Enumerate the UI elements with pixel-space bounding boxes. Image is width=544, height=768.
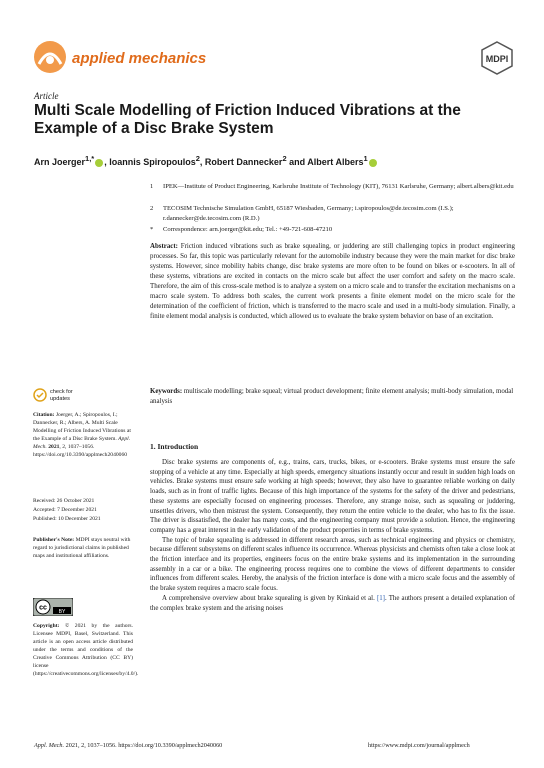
check-updates-button[interactable] [33, 386, 93, 406]
affiliation-number: 1 [150, 183, 154, 190]
journal-name: applied mechanics [72, 50, 207, 67]
affiliation [150, 204, 515, 224]
author-name: and Albert Albers [286, 157, 364, 167]
mdpi-logo-text: MDPI [485, 54, 509, 64]
author-name: , Ioannis Spiropoulos [104, 157, 196, 167]
mdpi-logo-icon [480, 41, 514, 75]
intro-body [150, 458, 515, 613]
received-date: Received: 26 October 2021 [33, 498, 95, 504]
author-sup: 1,* [85, 154, 95, 163]
keywords-label: Keywords: [150, 388, 183, 395]
author-name: , Robert Dannecker [199, 157, 283, 167]
check-updates-label: check for updates [50, 389, 73, 402]
orcid-icon[interactable] [95, 159, 103, 167]
citation-block: Citation: Joerger, A.; Spiropoulos, I.; Dannecker, R.; Albers, A. Multi Scale Modelling of Friction Induced Vibrations at the Example of a Disc Brake System. Appl. Mech. 2021, 2, 1037–1056. https://doi.org/10.3390/applmech2040060 [33, 412, 131, 458]
abstract-text: Friction induced vibrations such as brake squealing, or juddering are still challenging topics in product engineering processes. So far, this topic was particularly relevant for the automobile industry because they were the main market for disc brake systems. However, since mobility habits change, disc brake systems are more often to be found on bikes or e-scooters. In all of these systems, vibrations are excited in contacts on the micro scale but affect the user comfort and safety on the macro scale. Therefore, the aim of this cross-scale method is to analyze a system on a micro scale and to transfer the excitation mechanisms on a macro scale system. To address both scales, the current work presents a finite element model on the micro scale for the determination of the coefficient of friction, which is transferred to the macro scale and used in a multi-body simulation. Finally, a finite element modal analysis is conducted, which allowed us to evaluate the brake system behavior on base of an excitation. [150, 243, 515, 320]
copyright-block: Copyright: © 2021 by the authors. Licensee MDPI, Basel, Switzerland. This article is an open access article distributed under the terms and conditions of the Creative Commons Attribution (CC BY) license (https://creativecommons.org/licenses/by/4.0/). [33, 623, 139, 677]
affiliation-number: 2 [150, 205, 154, 212]
abstract-label: Abstract: [150, 243, 178, 250]
citation-label: Citation: [33, 412, 55, 418]
cc-label: cc [39, 604, 47, 612]
affiliation-number: * [150, 226, 154, 233]
citation-link[interactable]: [1] [376, 594, 385, 602]
author-sup: 2 [195, 154, 200, 163]
accepted-date: Accepted: 7 December 2021 [33, 507, 97, 513]
check-updates-icon [33, 388, 47, 402]
affiliation-text: Correspondence: arn.joerger@kit.edu; Tel.: +49-721-608-47210 [163, 226, 333, 233]
publisher-note: Publisher's Note: MDPI stays neutral with regard to jurisdictional claims in published maps and institutional affiliations. [33, 537, 131, 559]
footer-journal-url[interactable]: https://www.mdpi.com/journal/applmech [368, 742, 470, 749]
paragraph: The topic of brake squealing is addressed in different research areas, such as technical engineering and physics or chemistry, because different subsystems on different scales influence its occurrence. Whereas physicists and chemists often take a close look at the friction interface and its properties, engineers focus on the entire brake systems and its implementation in the surrounding assembly in a car or a bike. The engineering process requires one to combine the views of different departments to consider influences from different scales. Hereby, the analysis of the friction interface is done with a micro scale focus and the assembly of the brake system requires a macro scale focus. [150, 536, 515, 593]
published-date: Published: 10 December 2021 [33, 516, 101, 522]
correspondence [150, 225, 515, 235]
affiliation [150, 182, 515, 192]
affiliation-text: TECOSIM Technische Simulation GmbH, 65187 Wiesbaden, Germany; i.spiropoulos@de.tecosim.com (I.S.); r.dannecker@de.tecosim.com (R.D.) [163, 205, 454, 222]
affiliation-text: IPEK—Institute of Product Engineering, Karlsruhe Institute of Technology (KIT), 76131 Karlsruhe, Germany; albert.albers@kit.edu [163, 183, 514, 190]
journal-logo-icon [33, 40, 67, 74]
doi-link[interactable]: 1037–1056. https://doi.org/10.3390/applmech2040060 [33, 444, 128, 458]
keywords [150, 387, 515, 407]
paper-title: Multi Scale Modelling of Friction Induced Vibrations at the Example of a Disc Brake System [34, 102, 461, 137]
author-list [34, 154, 378, 167]
author-name: Arn Joerger [34, 157, 86, 167]
keywords-text: multiscale modelling; brake squeal; virtual product development; finite element analysis; multi-body simulation, modal analysis [150, 388, 514, 405]
cc-by-label: BY [58, 609, 66, 615]
abstract [150, 242, 515, 322]
orcid-icon[interactable] [369, 159, 377, 167]
author-sup: 2 [282, 154, 287, 163]
author-sup: 1 [363, 154, 368, 163]
footer-citation: Appl. Mech. 2021, 2, 1037–1056. https://doi.org/10.3390/applmech2040060 [34, 742, 223, 749]
article-type: Article [34, 91, 59, 101]
section-heading: 1. Introduction [150, 442, 199, 451]
paragraph: Disc brake systems are components of, e.g., trains, cars, trucks, bikes, or e-scooters. Brake systems must ensure the safe stopping of a vehicle at any time. Especially at high speeds, emergency situations instantly occur and result in sudden high loads on vehicles. Brake systems must ensure safe working at high speeds; however, they also have to guarantee reliable working on daily loads, such as in front of traffic lights. Because of this high importance of the systems for the safety of the driver and pedestrians, these systems are especially focused on engineering processes. Therefore, any strange noise, such as squealing or juddering, unsettles drivers, who then mistrust the system. Consequently, they return the entire vehicle to the dealer, who has to fix the issue. The driver is dissatisfied, the dealer has many costs, and the engineering company must provide a solution. Hence, the engineering company has a great interest in the early validation of the product properties in terms of brake systems. [150, 459, 515, 534]
cc-license-icon[interactable] [33, 598, 73, 616]
paragraph: A comprehensive overview about brake squealing is given by Kinkaid et al. [1]. The authors present a detailed explanation of the complex brake system and the arising noises [150, 594, 515, 612]
